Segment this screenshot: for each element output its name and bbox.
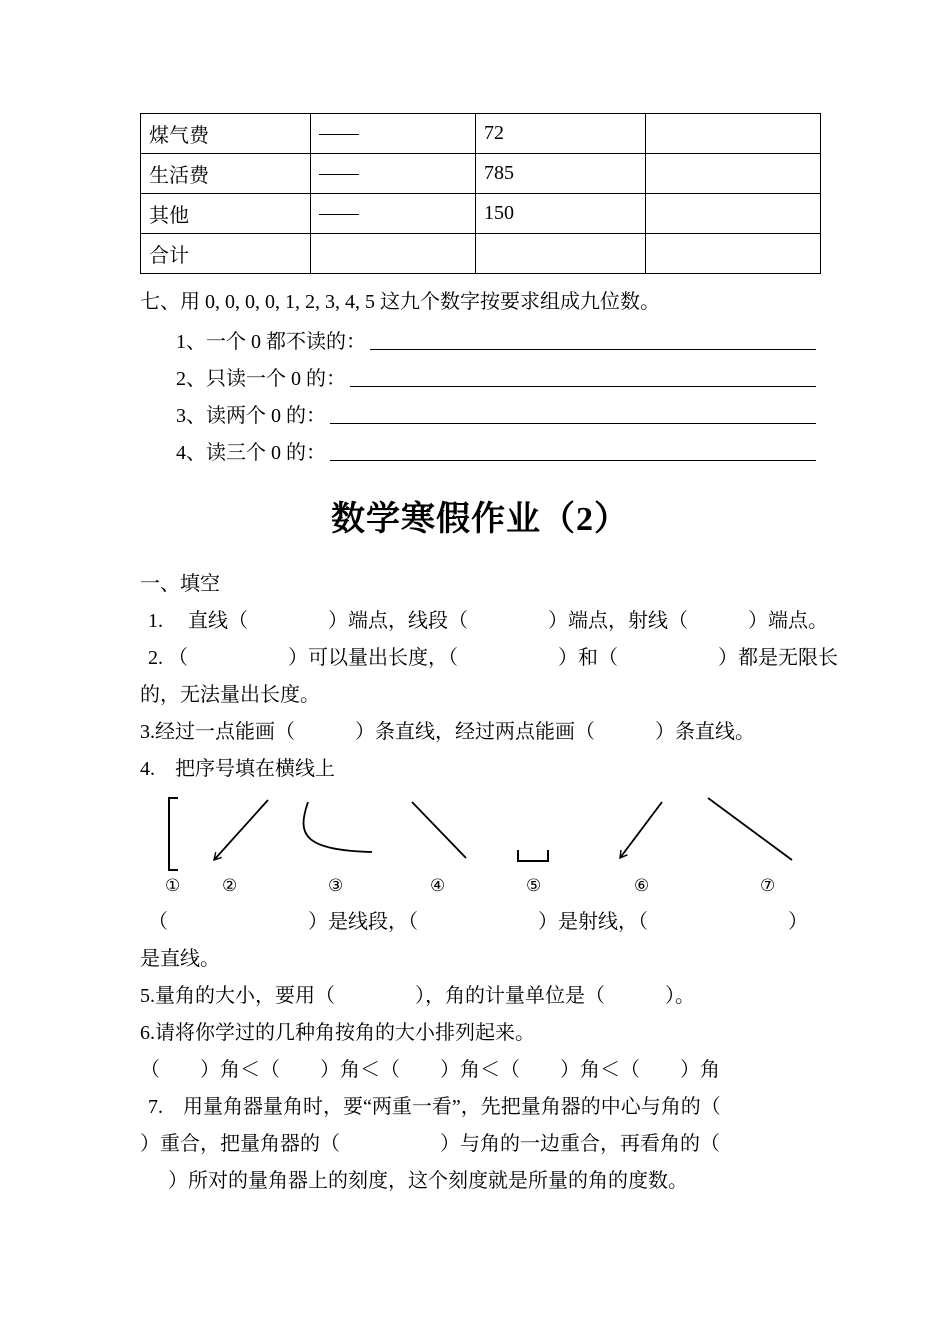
question-7-line-1: 7. 用量角器量角时，要“两重一看”，先把量角器的中心与角的（ (148, 1096, 721, 1118)
answer-blank-line (330, 460, 816, 461)
question-2-line-2: 的，无法量出长度。 (140, 684, 320, 706)
item-label: 3、读两个 0 的： (176, 405, 326, 427)
question-seven-item (176, 361, 820, 391)
question-7-line-2: ）重合，把量角器的（ ）与角的一边重合，再看角的（ (140, 1133, 720, 1155)
figure-label-1: ① (165, 876, 181, 895)
line-drawing-4 (412, 802, 466, 858)
table-cell: 150 (476, 194, 646, 234)
table-cell: —— (311, 194, 476, 234)
ray-drawing-2 (214, 800, 268, 860)
question-1: 1. 直线（ ）端点，线段（ ）端点，射线（ ）端点。 (148, 610, 828, 632)
table-cell: 785 (476, 154, 646, 194)
question-6: 6.请将你学过的几种角按角的大小排列起来。 (140, 1022, 535, 1044)
line-drawings-svg (140, 794, 830, 874)
table-cell (646, 194, 821, 234)
table-cell (646, 114, 821, 154)
expense-table (140, 113, 821, 274)
item-label: 1、一个 0 都不读的： (176, 331, 366, 353)
question-4-answer-line-1: （ ）是线段，（ ）是射线，（ ） (148, 911, 808, 933)
segment-drawing-5 (518, 850, 548, 861)
question-seven-title: 七、用 0, 0, 0, 0, 1, 2, 3, 4, 5 这九个数字按要求组成九位数。 (140, 291, 660, 313)
table-cell: 合计 (141, 234, 311, 274)
page-title: 数学寒假作业（2） (331, 501, 629, 538)
curve-drawing-3 (304, 802, 372, 852)
question-2-line-1: 2. （ ）可以量出长度，（ ）和（ ）都是无限长 (148, 647, 838, 669)
table-cell (646, 234, 821, 274)
table-cell: 煤气费 (141, 114, 311, 154)
table-row (141, 234, 821, 274)
question-seven-item (176, 324, 820, 354)
table-cell: 其他 (141, 194, 311, 234)
answer-blank-line (330, 423, 816, 424)
question-seven-item (176, 398, 820, 428)
figure-label-3: ③ (328, 876, 344, 895)
question-7-line-3: ）所对的量角器上的刻度，这个刻度就是所量的角的度数。 (148, 1170, 688, 1192)
table-row (141, 194, 821, 234)
figure-label-7: ⑦ (760, 876, 776, 895)
table-cell (476, 234, 646, 274)
question-seven-item (176, 435, 820, 465)
question-6-order: （ ）角＜（ ）角＜（ ）角＜（ ）角＜（ ）角 (140, 1059, 720, 1081)
table-row (141, 114, 821, 154)
question-4-answer-line-2: 是直线。 (140, 948, 220, 970)
question-3: 3.经过一点能画（ ）条直线，经过两点能画（ ）条直线。 (140, 721, 755, 743)
table-cell (311, 234, 476, 274)
table-cell: 生活费 (141, 154, 311, 194)
figure-label-5: ⑤ (526, 876, 542, 895)
item-label: 4、读三个 0 的： (176, 442, 326, 464)
figure-label-2: ② (222, 876, 238, 895)
line-figure (140, 794, 830, 904)
answer-blank-line (370, 349, 816, 350)
table-row (141, 154, 821, 194)
line-drawing-7 (708, 798, 792, 860)
segment-drawing-1 (169, 798, 178, 870)
fill-in-section (140, 566, 838, 1200)
figure-label-6: ⑥ (634, 876, 650, 895)
table-cell: —— (311, 154, 476, 194)
figure-label-4: ④ (430, 876, 446, 895)
item-label: 2、只读一个 0 的： (176, 368, 346, 390)
table-cell (646, 154, 821, 194)
table-cell: 72 (476, 114, 646, 154)
question-4: 4. 把序号填在横线上 (140, 758, 335, 780)
table-cell: —— (311, 114, 476, 154)
answer-blank-line (350, 386, 816, 387)
question-5: 5.量角的大小，要用（ ），角的计量单位是（ ）。 (140, 985, 695, 1007)
section-heading: 一、填空 (140, 573, 220, 595)
ray-drawing-6 (620, 802, 662, 858)
